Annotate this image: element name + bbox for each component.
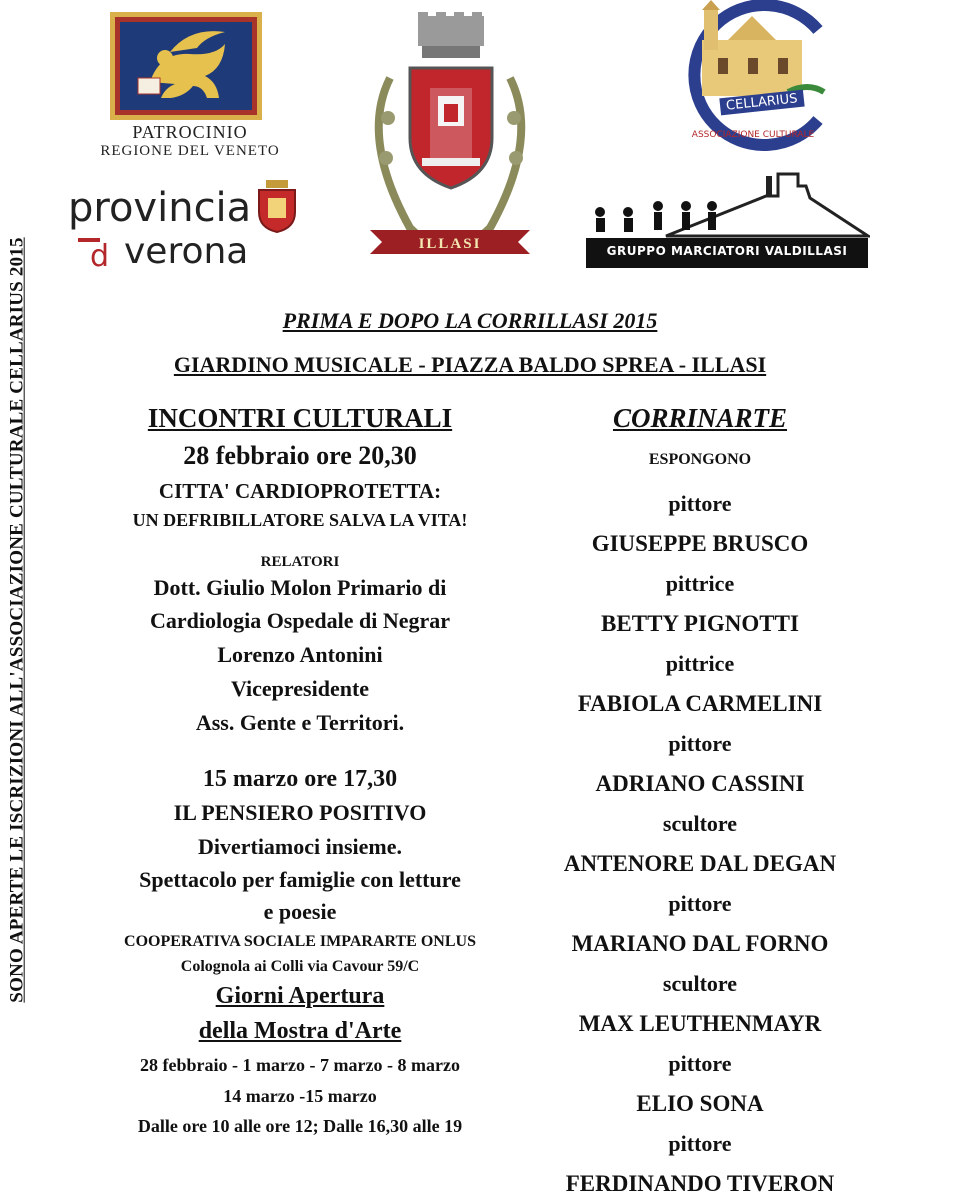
event2-line-1: Divertiamoci insieme.: [197, 834, 403, 859]
cellarius-logo: [668, 0, 838, 160]
artist-role: scultore: [662, 811, 738, 836]
artist-name: FABIOLA CARMELINI: [577, 691, 823, 716]
veneto-caption-line1: PATROCINIO: [132, 122, 248, 142]
apertura-heading-1: Giorni Apertura: [215, 983, 385, 1009]
artist-role: pittore: [668, 731, 732, 756]
veneto-lion-logo: [110, 12, 262, 120]
apertura-heading-2: della Mostra d'Arte: [198, 1018, 402, 1044]
artist-name: MAX LEUTHENMAYR: [578, 1011, 822, 1036]
artist-name: ANTENORE DAL DEGAN: [563, 851, 837, 876]
corrinarte-heading: CORRINARTE: [612, 403, 788, 433]
event2-line-3: e poesie: [263, 899, 337, 924]
verona-text: verona: [124, 231, 249, 272]
event1-subtitle: UN DEFRIBILLATORE SALVA LA VITA!: [132, 510, 468, 530]
artist-name: ADRIANO CASSINI: [595, 771, 805, 796]
relatori-line-4: Vicepresidente: [230, 676, 370, 701]
provincia-verona-logo: [68, 178, 308, 272]
event-title: [100, 308, 840, 334]
relatori-line-3: Lorenzo Antonini: [217, 642, 383, 667]
verona-word: [124, 231, 249, 272]
svg-text:d: d: [90, 239, 110, 272]
artist-name: BETTY PIGNOTTI: [601, 611, 799, 636]
cellarius-name: CELLARIUS: [719, 90, 804, 116]
side-banner-text: SONO APERTE LE ISCRIZIONI ALL'ASSOCIAZIONE CULTURALE CELLARIUS 2015: [7, 237, 28, 1003]
artist-name: ELIO SONA: [636, 1091, 764, 1116]
verona-d-mark-icon: [76, 232, 116, 272]
artist-name: MARIANO DAL FORNO: [571, 931, 829, 956]
artist-name: FERDINANDO TIVERON: [565, 1171, 835, 1196]
event2-date: 15 marzo ore 17,30: [202, 766, 398, 792]
artist-role: pittrice: [665, 571, 735, 596]
apertura-dates-2: 14 marzo -15 marzo: [223, 1086, 377, 1106]
artist-name: GIUSEPPE BRUSCO: [591, 531, 809, 556]
artist-role: scultore: [662, 971, 738, 996]
veneto-caption: [70, 122, 310, 160]
provincia-word: provincia: [68, 185, 252, 231]
cooperativa-address: Colognola ai Colli via Cavour 59/C: [180, 958, 420, 975]
artist-role: pittore: [668, 1131, 732, 1156]
artist-role: pittore: [668, 491, 732, 516]
illasi-ribbon-label: ILLASI: [418, 236, 482, 252]
event2-line-2: Spettacolo per famiglie con letture: [139, 867, 461, 892]
marciatori-logo: [586, 172, 870, 270]
event1-date: 28 febbraio ore 20,30: [183, 441, 417, 470]
artist-role: pittore: [668, 891, 732, 916]
side-banner: [6, 90, 30, 1150]
apertura-dates-1: 28 febbraio - 1 marzo - 7 marzo - 8 marzo: [140, 1055, 460, 1075]
verona-shield-icon: [256, 180, 298, 234]
artist-list: [540, 484, 860, 1204]
relatori-label: RELATORI: [260, 554, 340, 570]
marciatori-label: GRUPPO MARCIATORI VALDILLASI: [606, 244, 848, 258]
artist-role: pittore: [668, 1051, 732, 1076]
relatori-line-2: Cardiologia Ospedale di Negrar: [149, 608, 451, 633]
event2-title: IL PENSIERO POSITIVO: [173, 800, 427, 825]
illasi-coat-of-arms: [360, 8, 540, 270]
event-title-text: PRIMA E DOPO LA CORRILLASI 2015: [282, 308, 658, 333]
relatori-line-5: Ass. Gente e Territori.: [195, 710, 405, 735]
event1-title: CITTA' CARDIOPROTETTA:: [158, 479, 442, 503]
cooperativa: COOPERATIVA SOCIALE IMPARARTE ONLUS: [124, 933, 476, 950]
incontri-heading: INCONTRI CULTURALI: [147, 403, 453, 433]
event-location: [80, 352, 860, 378]
event-location-text: GIARDINO MUSICALE - PIAZZA BALDO SPREA - ILLASI: [173, 352, 767, 377]
relatori-line-1: Dott. Giulio Molon Primario di: [153, 575, 447, 600]
veneto-caption-line2: REGIONE DEL VENETO: [100, 143, 280, 159]
artist-role: pittrice: [665, 651, 735, 676]
espongono-label: ESPONGONO: [648, 451, 752, 468]
apertura-hours: Dalle ore 10 alle ore 12; Dalle 16,30 alle 19: [137, 1116, 463, 1136]
cellarius-subtitle: ASSOCIAZIONE CULTURALE: [691, 130, 815, 140]
incontri-culturali-column: [60, 400, 540, 1142]
corrinarte-column: [540, 400, 860, 1204]
